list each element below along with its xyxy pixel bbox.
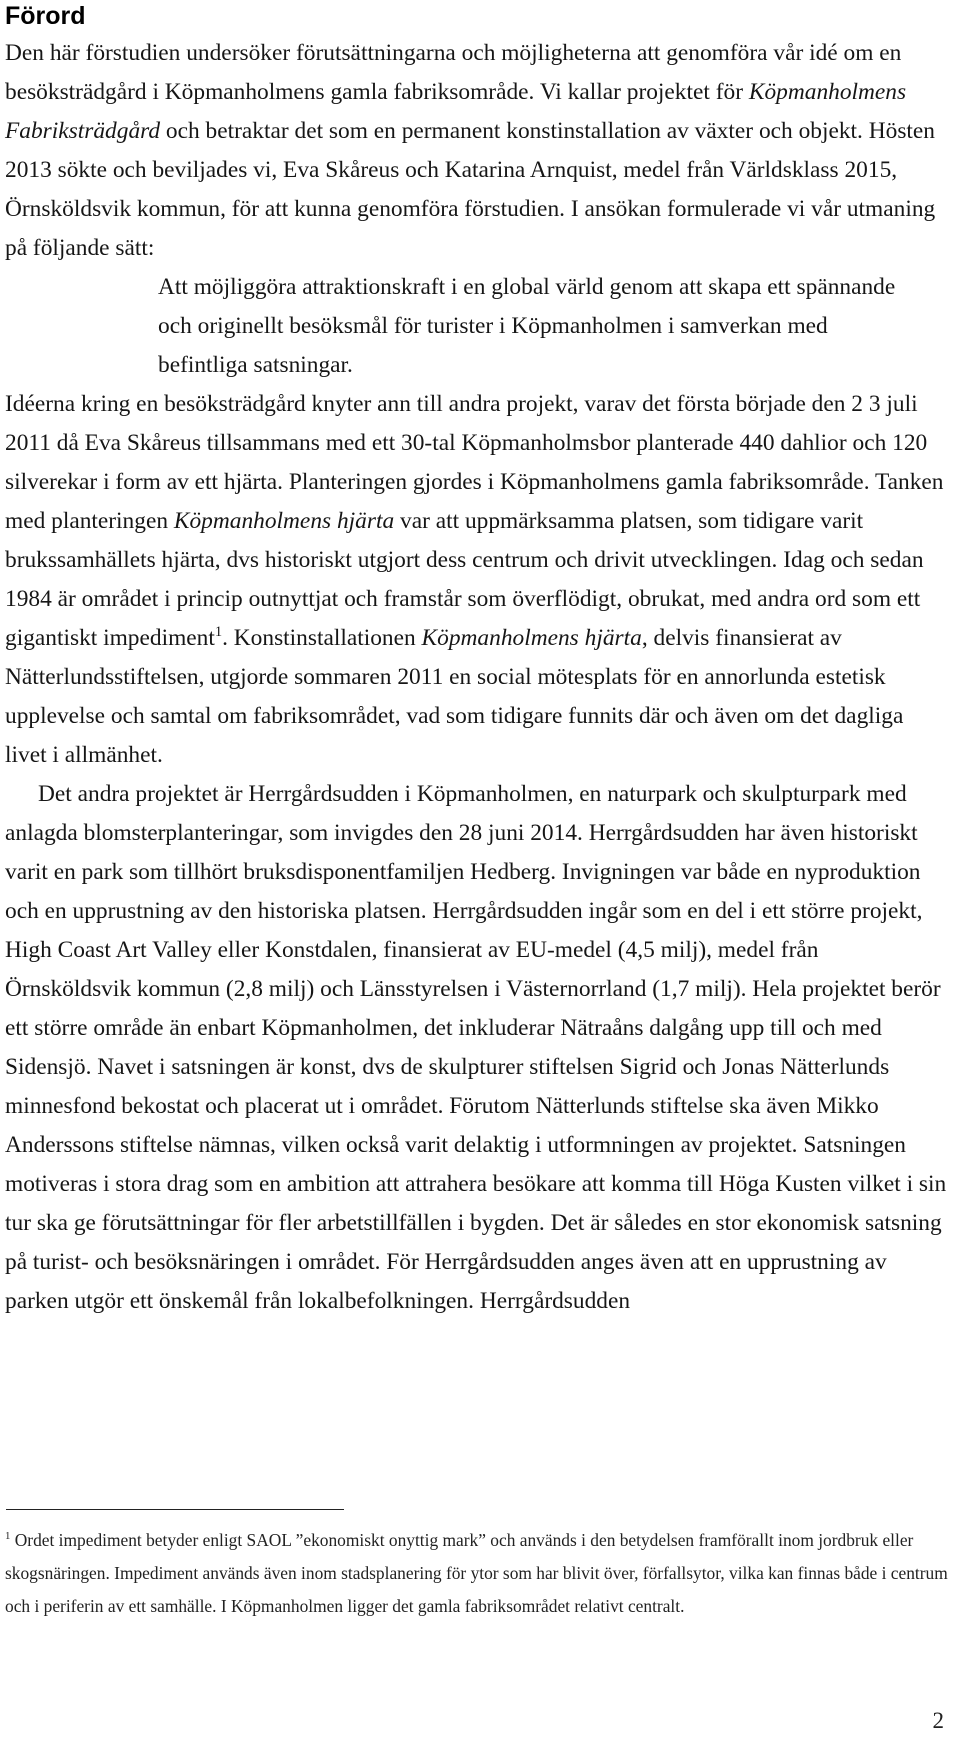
history-text-1: Idéerna kring en besöksträdgård knyter ann till andra projekt, varav det första började den 2 3 juli 2011 då Eva Skåreus tillsammans med ett 30-tal Köpmanholmsbor planterade 440 dahlior och 120 silverekar i form av ett hjärta. Planteringen gjordes i Köpmanholmens gamla fabriksområde. Tanken med planteringen xyxy=(5,391,944,534)
history-text-4: , delvis finansierat av Nätterlundsstiftelsen, utgjorde sommaren 2011 en social mötesplats för en annorlunda estetisk upplevelse och samtal om fabriksområdet, vad som tidigare funnits där och även om det dagliga livet i allmänhet. xyxy=(5,625,904,768)
section-heading: Förord xyxy=(5,2,86,30)
footnote-text: Ordet impediment betyder enligt SAOL ”ekonomiskt onyttig mark” och används i den betydelsen framförallt inom jordbruk eller skogsnäringen. Impediment används även inom stadsplanering för ytor som har blivit över, förfallsytor, vilka kan finnas både i centrum och i periferin av ett samhälle. I Köpmanholmen ligger det gamla fabriksområdet relativt centralt. xyxy=(5,1530,948,1616)
herrgardsudden-paragraph: Det andra projektet är Herrgårdsudden i Köpmanholmen, en naturpark och skulpturpark med anlagda blomsterplanteringar, som invigdes den 28 juni 2014. Herrgårdsudden har även historiskt varit en park som tillhört bruksdisponentfamiljen Hedberg. Invigningen var både en nyproduktion och en upprustning av den historiska platsen. Herrgårdsudden ingår som en del i ett större projekt, High Coast Art Valley eller Konstdalen, finansierat av EU-medel (4,5 milj), medel från Örnsköldsvik kommun (2,8 milj) och Länsstyrelsen i Västernorrland (1,7 milj). Hela projektet berör ett större område än enbart Köpmanholmen, det inkluderar Nätraåns dalgång upp till och med Sidensjö. Navet i satsningen är konst, dvs de skulpturer stiftelsen Sigrid och Jonas Nätterlunds minnesfond bekostat och placerat ut i området. Förutom Nätterlunds stiftelse ska även Mikko Anderssons stiftelse nämnas, vilken också varit delaktig i utformningen av projektet. Satsningen motiveras i stora drag som en ambition att attrahera besökare att komma till Höga Kusten vilket i sin tur ska ge förutsättningar för fler arbetstillfällen i bygden. Det är således en stor ekonomisk satsning på turist- och besöksnäringen i området. För Herrgårdsudden anges även att en upprustning av parken utgör ett önskemål från lokalbefolkningen. Herrgårdsudden xyxy=(5,781,947,1314)
intro-text-2: och betraktar det som en permanent konstinstallation av växter och objekt. Hösten 2013 sökte och beviljades vi, Eva Skåreus och Katarina Arnquist, medel från Världsklass 2015, Örnsköldsvik kommun, för att kunna genomföra förstudien. I ansökan formulerade vi vår utmaning på följande sätt: xyxy=(5,118,936,261)
history-text-3: . Konstinstallationen xyxy=(222,625,422,651)
footnote-number: 1 xyxy=(5,1530,11,1543)
history-text-2: var att uppmärksamma platsen, som tidigare varit brukssamhällets hjärta, dvs historiskt utgjort dess centrum och drivit utvecklingen. Idag och sedan 1984 är området i princip outnyttjat och framstår som överflödigt, obrukat, med andra ord som ett gigantiskt impediment xyxy=(5,508,924,651)
footnote xyxy=(5,1524,950,1623)
block-quote: Att möjliggöra attraktionskraft i en global värld genom att skapa ett spännande och originellt besöksmål för turister i Köpmanholmen i samverkan med befintliga satsningar. xyxy=(158,274,896,378)
intro-paragraph xyxy=(5,34,950,268)
artwork-title: Köpmanholmens hjärta xyxy=(173,508,395,534)
footnote-reference[interactable]: 1 xyxy=(214,624,223,641)
footnote-divider xyxy=(6,1509,344,1510)
project-title: Köpmanholmens Fabriksträdgård xyxy=(5,79,907,144)
intro-text-1: Den här förstudien undersöker förutsättningarna och möjligheterna att genomföra vår idé om en besöksträdgård i Köpmanholmens gamla fabriksområde. Vi kallar projektet för xyxy=(5,40,902,105)
artwork-title-2: Köpmanholmens hjärta xyxy=(421,625,642,651)
page-number: 2 xyxy=(932,1708,944,1733)
history-paragraph xyxy=(5,385,950,775)
body-text xyxy=(5,34,950,1321)
